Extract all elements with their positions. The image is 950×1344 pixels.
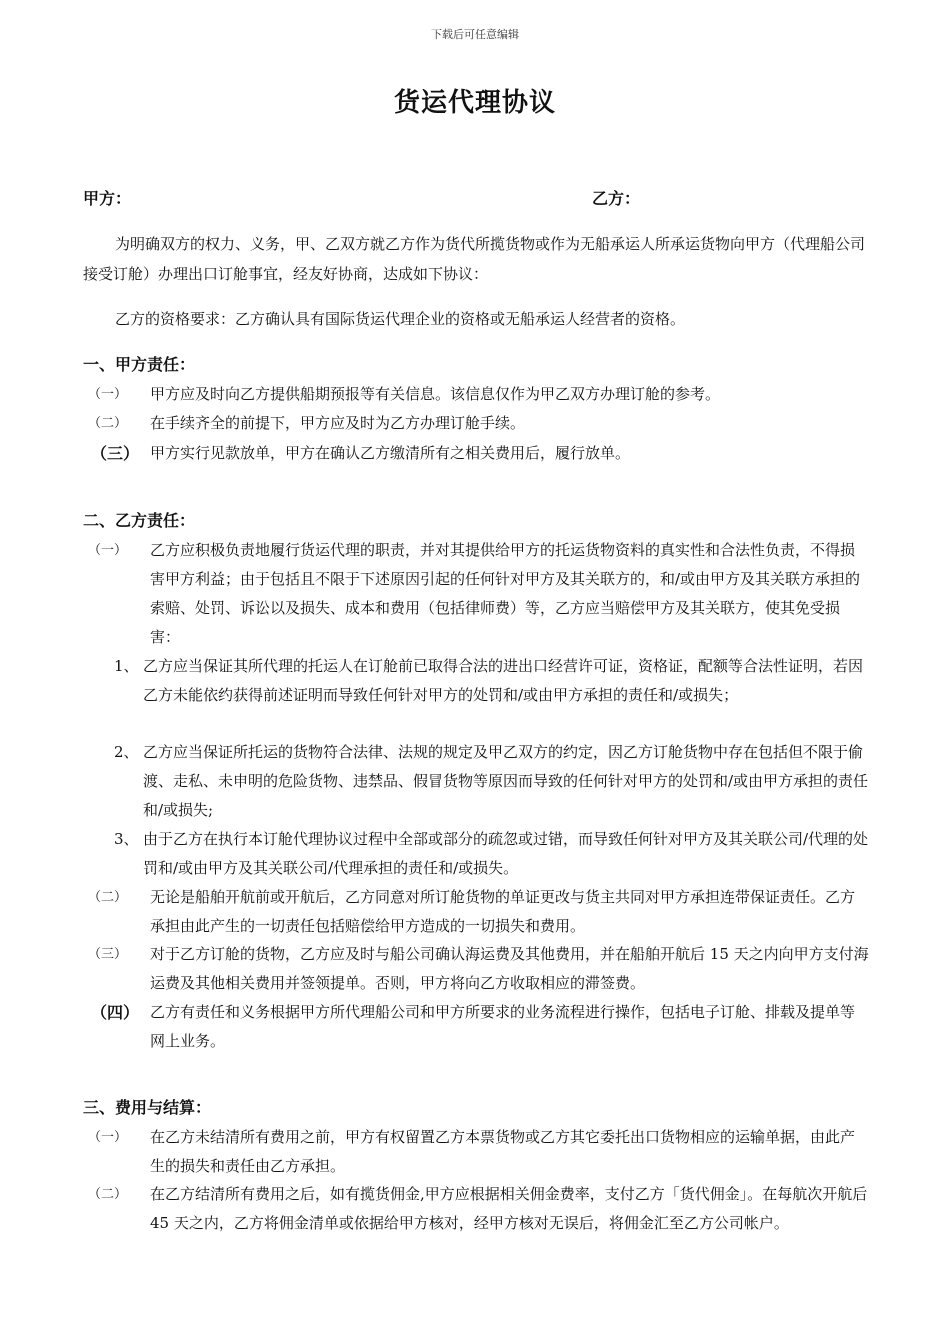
section-2-clause-2 [83,883,869,941]
subitem-number: 1、 [114,657,139,675]
clause-number: （四） [91,1003,140,1022]
clause-number: （一） [88,387,128,402]
clause-number: （二） [88,416,128,431]
party-a-label: 甲方： [83,189,132,208]
clause-text: 乙方有责任和义务根据甲方所代理船公司和甲方所要求的业务流程进行操作，包括电子订舱、排载及提单等网上业务。 [150,1003,856,1050]
section-1-clause-2 [83,409,869,438]
clause-number: （三） [91,444,140,463]
document-title: 货运代理协议 [393,88,556,118]
subitem-text: 由于乙方在执行本订舱代理协议过程中全部或部分的疏忽或过错，而导致任何针对甲方及其关联公司/代理的处罚和/或由甲方及其关联公司/代理承担的责任和/或损失。 [143,830,869,877]
intro-paragraph: 为明确双方的权力、义务，甲、乙双方就乙方作为货代所揽货物或作为无船承运人所承运货物向甲方（代理船公司接受订舱）办理出口订舱事宜，经友好协商，达成如下协议： [83,235,866,283]
section-1-heading: 一、甲方责任： [83,355,196,374]
clause-text: 甲方实行见款放单，甲方在确认乙方缴清所有之相关费用后，履行放单。 [150,444,631,462]
clause-number: （二） [88,1187,128,1202]
clause-text: 乙方应积极负责地履行货运代理的职责，并对其提供给甲方的托运货物资料的真实性和合法性负责，不得损害甲方利益；由于包括且不限于下述原因引起的任何针对甲方及其关联方的，和/或由甲方及其关联方承担的索赔、处罚、诉讼以及损失、成本和费用（包括律师费）等，乙方应当赔偿甲方及其关联方，使其免受损害： [150,541,861,646]
header-note: 下载后可任意编辑 [431,28,519,41]
section-3-clause-1 [83,1123,869,1181]
section-2-clause-4 [83,998,869,1056]
section-2-subitem-1 [83,652,869,710]
section-3-clause-2 [83,1180,869,1238]
clause-text: 在乙方结清所有费用之后，如有揽货佣金,甲方应根据相关佣金费率，支付乙方「货代佣金」。在每航次开航后 45 天之内，乙方将佣金清单或依据给甲方核对，经甲方核对无误后，将佣金汇至乙方公司帐户。 [150,1185,868,1232]
section-1-clause-3 [83,439,869,468]
clause-text: 无论是船舶开航前或开航后，乙方同意对所订舱货物的单证更改与货主共同对甲方承担连带保证责任。乙方承担由此产生的一切责任包括赔偿给甲方造成的一切损失和费用。 [150,888,856,935]
clause-number: （一） [88,1130,128,1145]
section-2-subitem-3 [83,825,869,883]
clause-number: （三） [88,947,128,962]
section-2-clause-3 [83,940,869,998]
section-2-heading: 二、乙方责任： [83,511,196,530]
subitem-number: 3、 [114,830,139,848]
subitem-number: 2、 [114,743,139,761]
section-1-clause-1 [83,380,869,409]
subitem-text: 乙方应当保证所托运的货物符合法律、法规的规定及甲乙双方的约定，因乙方订舱货物中存在包括但不限于偷渡、走私、未申明的危险货物、违禁品、假冒货物等原因而导致的任何针对甲方的处罚和/或由甲方承担的责任和/或损失; [143,743,869,819]
section-3-heading: 三、费用与结算： [83,1098,212,1117]
clause-number: （二） [88,890,128,905]
party-b-label: 乙方： [592,189,641,208]
clause-number: （一） [88,543,128,558]
clause-text: 在乙方未结清所有费用之前，甲方有权留置乙方本票货物或乙方其它委托出口货物相应的运输单据，由此产生的损失和责任由乙方承担。 [150,1128,856,1175]
subitem-text: 乙方应当保证其所代理的托运人在订舱前已取得合法的进出口经营许可证，资格证，配额等合法性证明，若因乙方未能依约获得前述证明而导致任何针对甲方的处罚和/或由甲方承担的责任和/或损失； [143,657,864,704]
section-2-clause-1 [83,536,869,652]
clause-text: 在手续齐全的前提下，甲方应及时为乙方办理订舱手续。 [150,414,526,432]
clause-text: 甲方应及时向乙方提供船期预报等有关信息。该信息仅作为甲乙双方办理订舱的参考。 [150,385,721,403]
qualification-paragraph: 乙方的资格要求：乙方确认具有国际货运代理企业的资格或无船承运人经营者的资格。 [115,310,686,328]
clause-text: 对于乙方订舱的货物，乙方应及时与船公司确认海运费及其他费用，并在船舶开航后 15 天之内向甲方支付海运费及其他相关费用并签领提单。否则，甲方将向乙方收取相应的滞签费。 [150,945,869,992]
section-2-subitem-2 [83,738,869,825]
